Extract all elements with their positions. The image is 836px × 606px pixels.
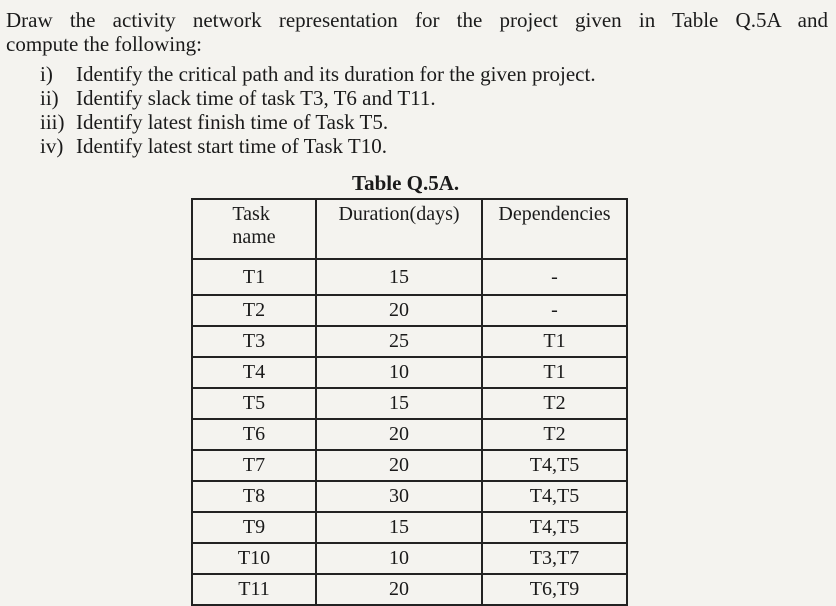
cell-dependencies: T1 — [482, 357, 627, 388]
question-text: Identify latest finish time of Task T5. — [76, 110, 389, 134]
question-intro-line2: compute the following: — [6, 32, 202, 56]
cell-duration: 20 — [316, 574, 482, 605]
header-duration: Duration(days) — [316, 199, 482, 259]
cell-task: T4 — [192, 357, 316, 388]
cell-task: T9 — [192, 512, 316, 543]
table-row — [192, 574, 627, 605]
question-text: Identify latest start time of Task T10. — [76, 134, 387, 158]
table-row — [192, 450, 627, 481]
cell-task: T6 — [192, 419, 316, 450]
question-text: Identify the critical path and its duration for the given project. — [76, 62, 596, 86]
header-task-name — [192, 199, 316, 259]
table-row — [192, 543, 627, 574]
question-item — [40, 110, 596, 134]
question-number: i) — [40, 62, 53, 86]
table-row — [192, 419, 627, 450]
cell-dependencies: T4,T5 — [482, 481, 627, 512]
cell-dependencies: T2 — [482, 419, 627, 450]
cell-duration: 20 — [316, 419, 482, 450]
table-row — [192, 512, 627, 543]
cell-dependencies: T1 — [482, 326, 627, 357]
cell-duration: 10 — [316, 543, 482, 574]
question-number: ii) — [40, 86, 59, 110]
task-table — [191, 198, 628, 606]
cell-task: T1 — [192, 259, 316, 295]
cell-task: T2 — [192, 295, 316, 326]
cell-duration: 15 — [316, 388, 482, 419]
table-title: Table Q.5A. — [352, 171, 460, 195]
cell-task: T7 — [192, 450, 316, 481]
question-number: iii) — [40, 110, 65, 134]
cell-duration: 10 — [316, 357, 482, 388]
cell-task: T10 — [192, 543, 316, 574]
cell-task: T5 — [192, 388, 316, 419]
table-row — [192, 481, 627, 512]
cell-duration: 20 — [316, 295, 482, 326]
question-item — [40, 86, 596, 110]
question-item — [40, 134, 596, 158]
cell-duration: 15 — [316, 259, 482, 295]
table-header-row — [192, 199, 627, 259]
cell-dependencies: T4,T5 — [482, 450, 627, 481]
cell-dependencies: - — [482, 295, 627, 326]
cell-task: T8 — [192, 481, 316, 512]
table-row — [192, 326, 627, 357]
cell-dependencies: T6,T9 — [482, 574, 627, 605]
question-item — [40, 62, 596, 86]
cell-dependencies: T3,T7 — [482, 543, 627, 574]
question-intro — [6, 8, 828, 56]
cell-duration: 15 — [316, 512, 482, 543]
cell-dependencies: - — [482, 259, 627, 295]
question-number: iv) — [40, 134, 64, 158]
question-text: Identify slack time of task T3, T6 and T11. — [76, 86, 436, 110]
cell-dependencies: T2 — [482, 388, 627, 419]
table-row — [192, 357, 627, 388]
table-row — [192, 259, 627, 295]
question-list — [40, 62, 596, 158]
header-dependencies: Dependencies — [482, 199, 627, 259]
header-task-name-line1: Task — [232, 203, 270, 225]
header-task-name-line2: name — [232, 226, 276, 248]
cell-task: T3 — [192, 326, 316, 357]
cell-duration: 30 — [316, 481, 482, 512]
cell-dependencies: T4,T5 — [482, 512, 627, 543]
cell-duration: 20 — [316, 450, 482, 481]
cell-task: T11 — [192, 574, 316, 605]
table-row — [192, 295, 627, 326]
question-intro-line1: Draw the activity network representation for the project given in Table Q.5A and — [6, 8, 828, 32]
table-row — [192, 388, 627, 419]
cell-duration: 25 — [316, 326, 482, 357]
